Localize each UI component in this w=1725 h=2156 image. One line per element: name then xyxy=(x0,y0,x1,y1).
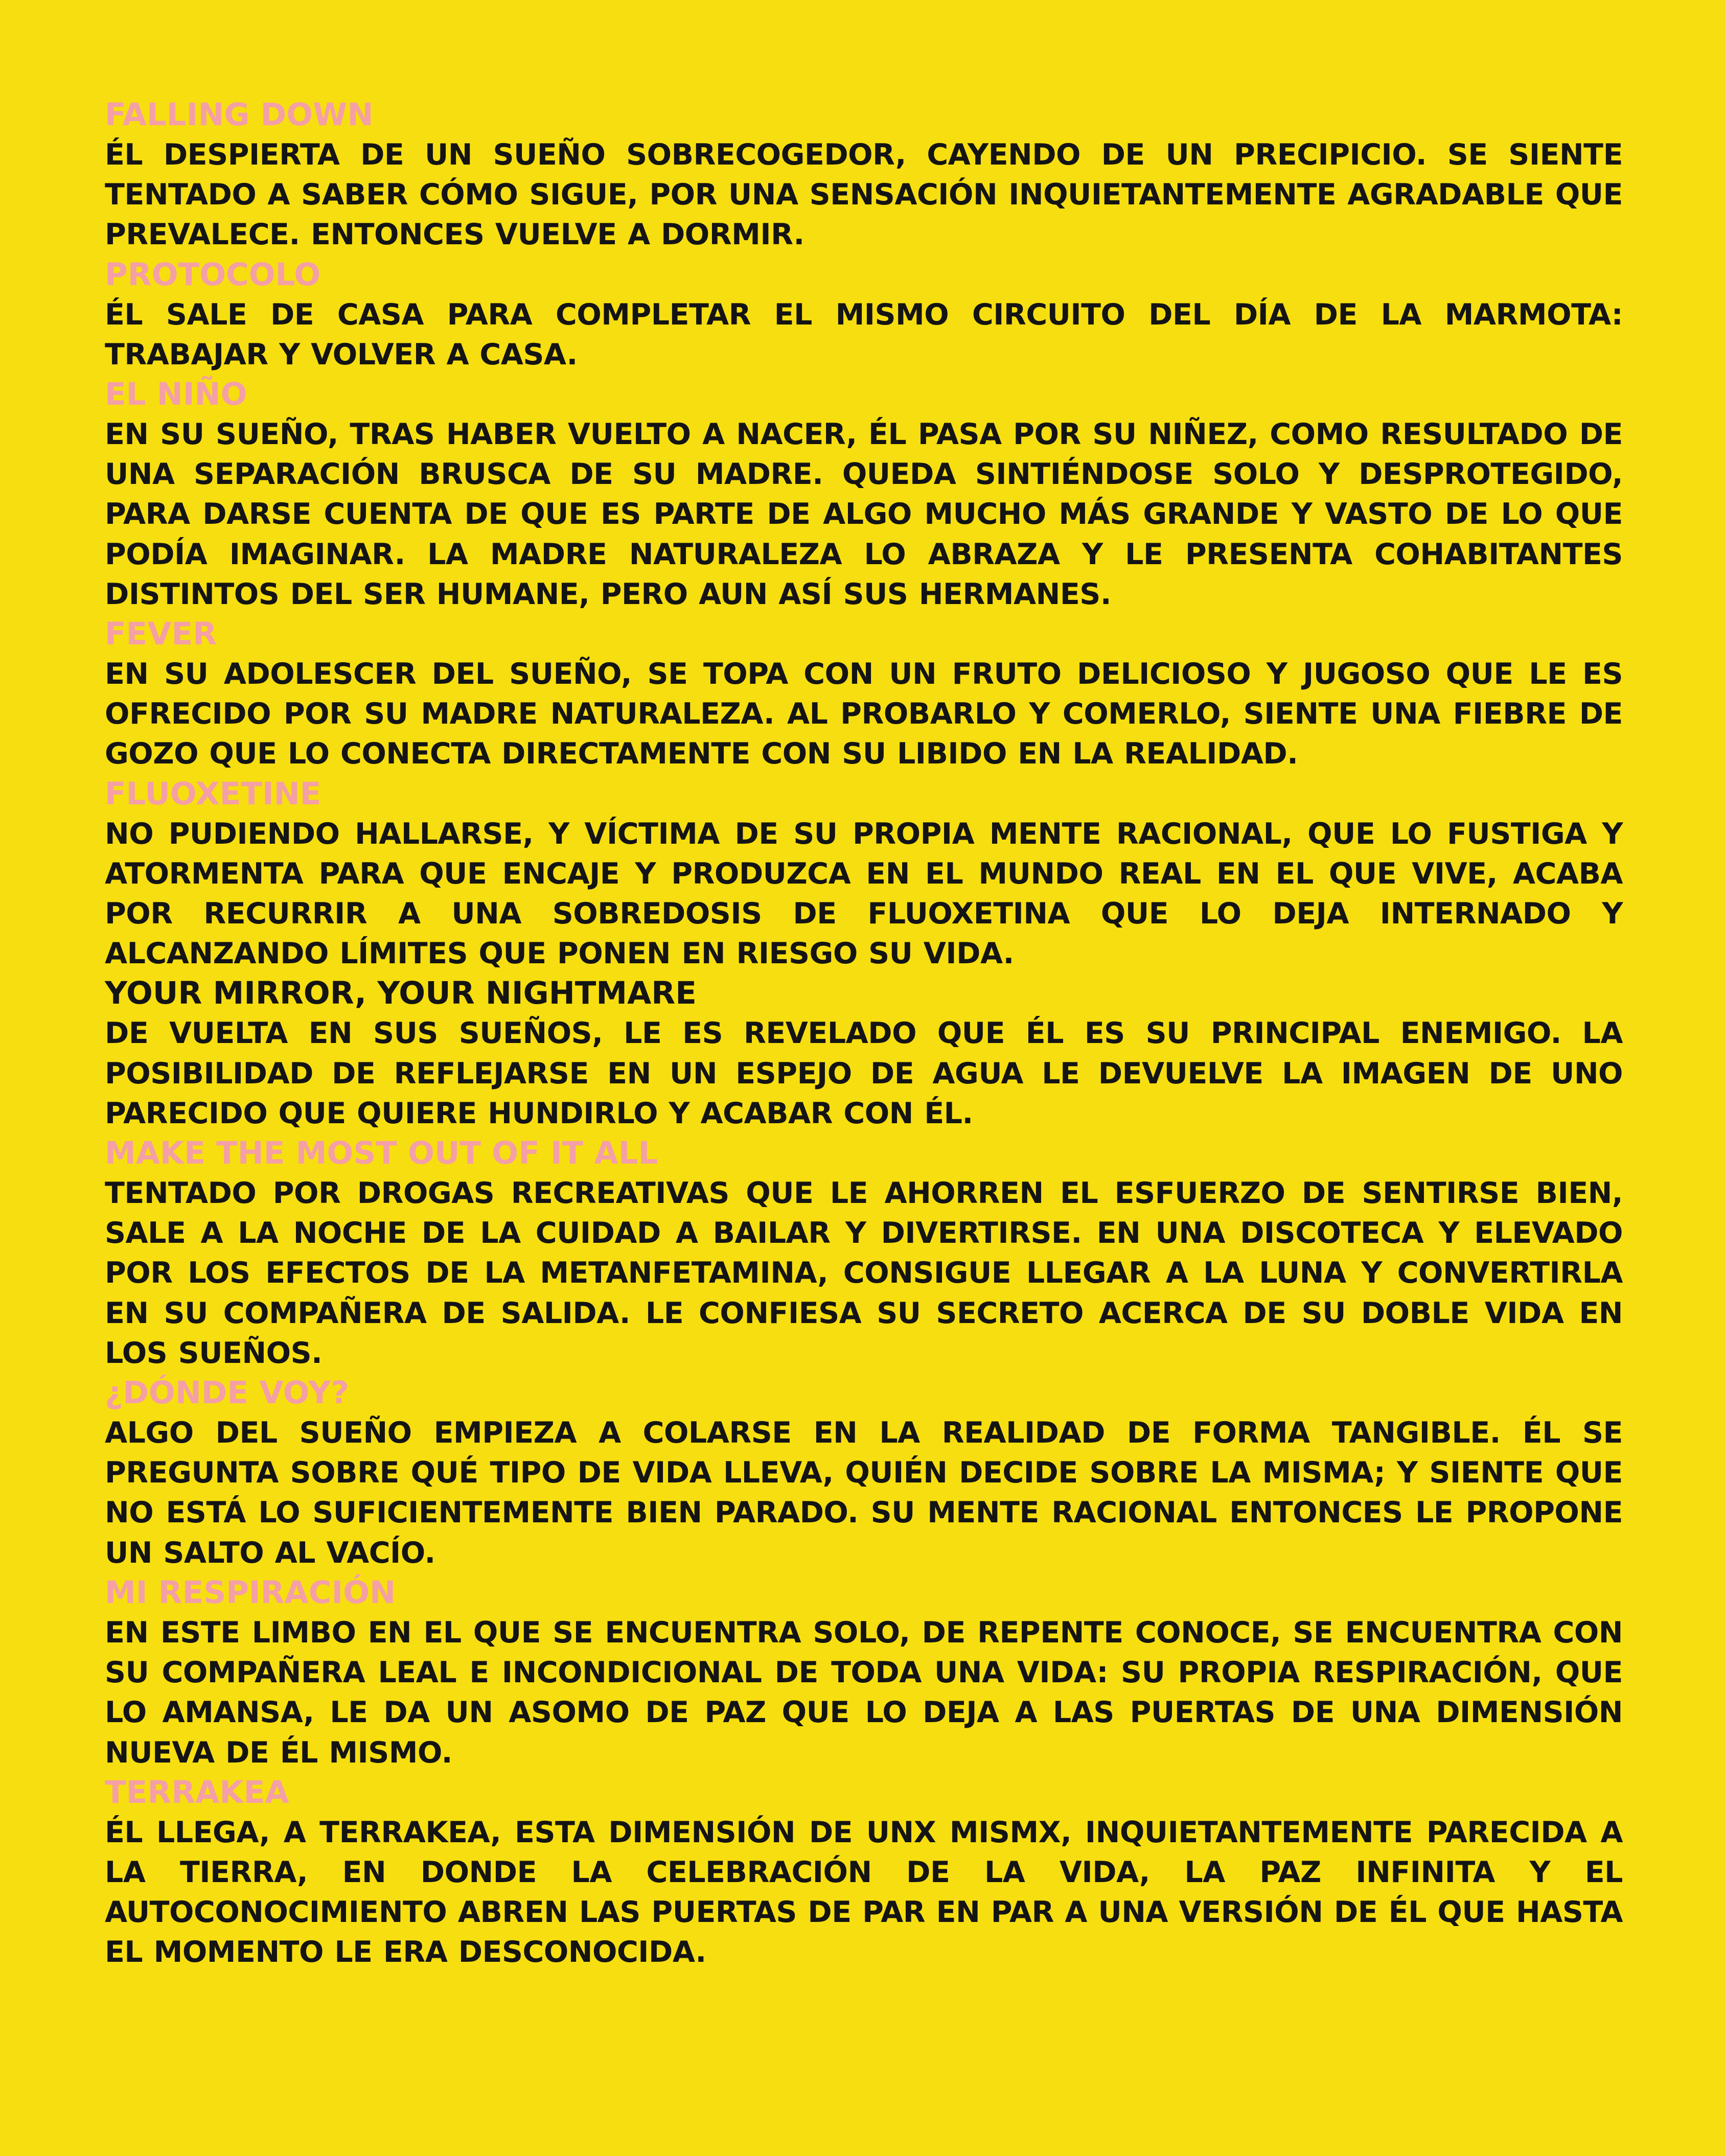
section-title: YOUR MIRROR, YOUR NIGHTMARE xyxy=(105,975,697,1012)
section-title: PROTOCOLO xyxy=(105,256,321,293)
section-title: TERRAKEA xyxy=(105,1774,289,1811)
section-donde-voy xyxy=(105,1373,1623,1573)
section-body: EN SU ADOLESCER DEL SUEÑO, SE TOPA CON UN FRUTO DELICIOSO Y JUGOSO QUE LE ES OFRECIDO POR SU MADRE NATURALEZA. AL PROBARLO Y COMERLO, SIENTE UNA FIEBRE DE GOZO QUE LO CONECTA DIRECTAMENTE CON SU LIBIDO EN LA REALIDAD. xyxy=(105,657,1623,771)
section-title: MI RESPIRACIÓN xyxy=(105,1574,396,1611)
section-body: ÉL LLEGA, A TERRAKEA, ESTA DIMENSIÓN DE UNX MISMX, INQUIETANTEMENTE PARECIDA A LA TIERRA, EN DONDE LA CELEBRACIÓN DE LA VIDA, LA PAZ INFINITA Y EL AUTOCONOCIMIENTO ABREN LAS PUERTAS DE PAR EN PAR A UNA VERSIÓN DE ÉL QUE HASTA EL MOMENTO LE ERA DESCONOCIDA. xyxy=(105,1815,1623,1969)
section-your-mirror xyxy=(105,973,1623,1133)
section-title: EL NIÑO xyxy=(105,376,247,413)
section-falling-down xyxy=(105,95,1623,255)
section-title: FEVER xyxy=(105,616,217,653)
section-title: ¿DÓNDE VOY? xyxy=(105,1375,349,1411)
section-make-the-most xyxy=(105,1133,1623,1373)
section-mi-respiracion xyxy=(105,1573,1623,1773)
section-protocolo xyxy=(105,255,1623,375)
section-body: DE VUELTA EN SUS SUEÑOS, LE ES REVELADO QUE ÉL ES SU PRINCIPAL ENEMIGO. LA POSIBILIDAD DE REFLEJARSE EN UN ESPEJO DE AGUA LE DEVUELVE LA IMAGEN DE UNO PARECIDO QUE QUIERE HUNDIRLO Y ACABAR CON ÉL. xyxy=(105,1016,1623,1130)
section-title: FALLING DOWN xyxy=(105,97,374,133)
section-body: ÉL DESPIERTA DE UN SUEÑO SOBRECOGEDOR, CAYENDO DE UN PRECIPICIO. SE SIENTE TENTADO A SABER CÓMO SIGUE, POR UNA SENSACIÓN INQUIETANTEMENTE AGRADABLE QUE PREVALECE. ENTONCES VUELVE A DORMIR. xyxy=(105,138,1623,252)
section-terrakea xyxy=(105,1773,1623,1973)
section-body: ALGO DEL SUEÑO EMPIEZA A COLARSE EN LA REALIDAD DE FORMA TANGIBLE. ÉL SE PREGUNTA SOBRE QUÉ TIPO DE VIDA LLEVA, QUIÉN DECIDE SOBRE LA MISMA; Y SIENTE QUE NO ESTÁ LO SUFICIENTEMENTE BIEN PARADO. SU MENTE RACIONAL ENTONCES LE PROPONE UN SALTO AL VACÍO. xyxy=(105,1416,1623,1570)
section-el-nino xyxy=(105,375,1623,614)
section-title: FLUOXETINE xyxy=(105,775,321,812)
section-body: ÉL SALE DE CASA PARA COMPLETAR EL MISMO CIRCUITO DEL DÍA DE LA MARMOTA: TRABAJAR Y VOLVER A CASA. xyxy=(105,297,1623,372)
section-fluoxetine xyxy=(105,774,1623,974)
section-body: EN ESTE LIMBO EN EL QUE SE ENCUENTRA SOLO, DE REPENTE CONOCE, SE ENCUENTRA CON SU COMPAÑERA LEAL E INCONDICIONAL DE TODA UNA VIDA: SU PROPIA RESPIRACIÓN, QUE LO AMANSA, LE DA UN ASOMO DE PAZ QUE LO DEJA A LAS PUERTAS DE UNA DIMENSIÓN NUEVA DE ÉL MISMO. xyxy=(105,1615,1623,1770)
tracklist-document xyxy=(105,95,1623,1973)
section-body: EN SU SUEÑO, TRAS HABER VUELTO A NACER, ÉL PASA POR SU NIÑEZ, COMO RESULTADO DE UNA SEPARACIÓN BRUSCA DE SU MADRE. QUEDA SINTIÉNDOSE SOLO Y DESPROTEGIDO, PARA DARSE CUENTA DE QUE ES PARTE DE ALGO MUCHO MÁS GRANDE Y VASTO DE LO QUE PODÍA IMAGINAR. LA MADRE NATURALEZA LO ABRAZA Y LE PRESENTA COHABITANTES DISTINTOS DEL SER HUMANE, PERO AUN ASÍ SUS HERMANES. xyxy=(105,418,1623,611)
section-title: MAKE THE MOST OUT OF IT ALL xyxy=(105,1135,658,1172)
section-body: NO PUDIENDO HALLARSE, Y VÍCTIMA DE SU PROPIA MENTE RACIONAL, QUE LO FUSTIGA Y ATORMENTA PARA QUE ENCAJE Y PRODUZCA EN EL MUNDO REAL EN EL QUE VIVE, ACABA POR RECURRIR A UNA SOBREDOSIS DE FLUOXETINA QUE LO DEJA INTERNADO Y ALCANZANDO LÍMITES QUE PONEN EN RIESGO SU VIDA. xyxy=(105,817,1623,971)
section-fever xyxy=(105,614,1623,774)
section-body: TENTADO POR DROGAS RECREATIVAS QUE LE AHORREN EL ESFUERZO DE SENTIRSE BIEN, SALE A LA NOCHE DE LA CUIDAD A BAILAR Y DIVERTIRSE. EN UNA DISCOTECA Y ELEVADO POR LOS EFECTOS DE LA METANFETAMINA, CONSIGUE LLEGAR A LA LUNA Y CONVERTIRLA EN SU COMPAÑERA DE SALIDA. LE CONFIESA SU SECRETO ACERCA DE SU DOBLE VIDA EN LOS SUEÑOS. xyxy=(105,1176,1623,1370)
